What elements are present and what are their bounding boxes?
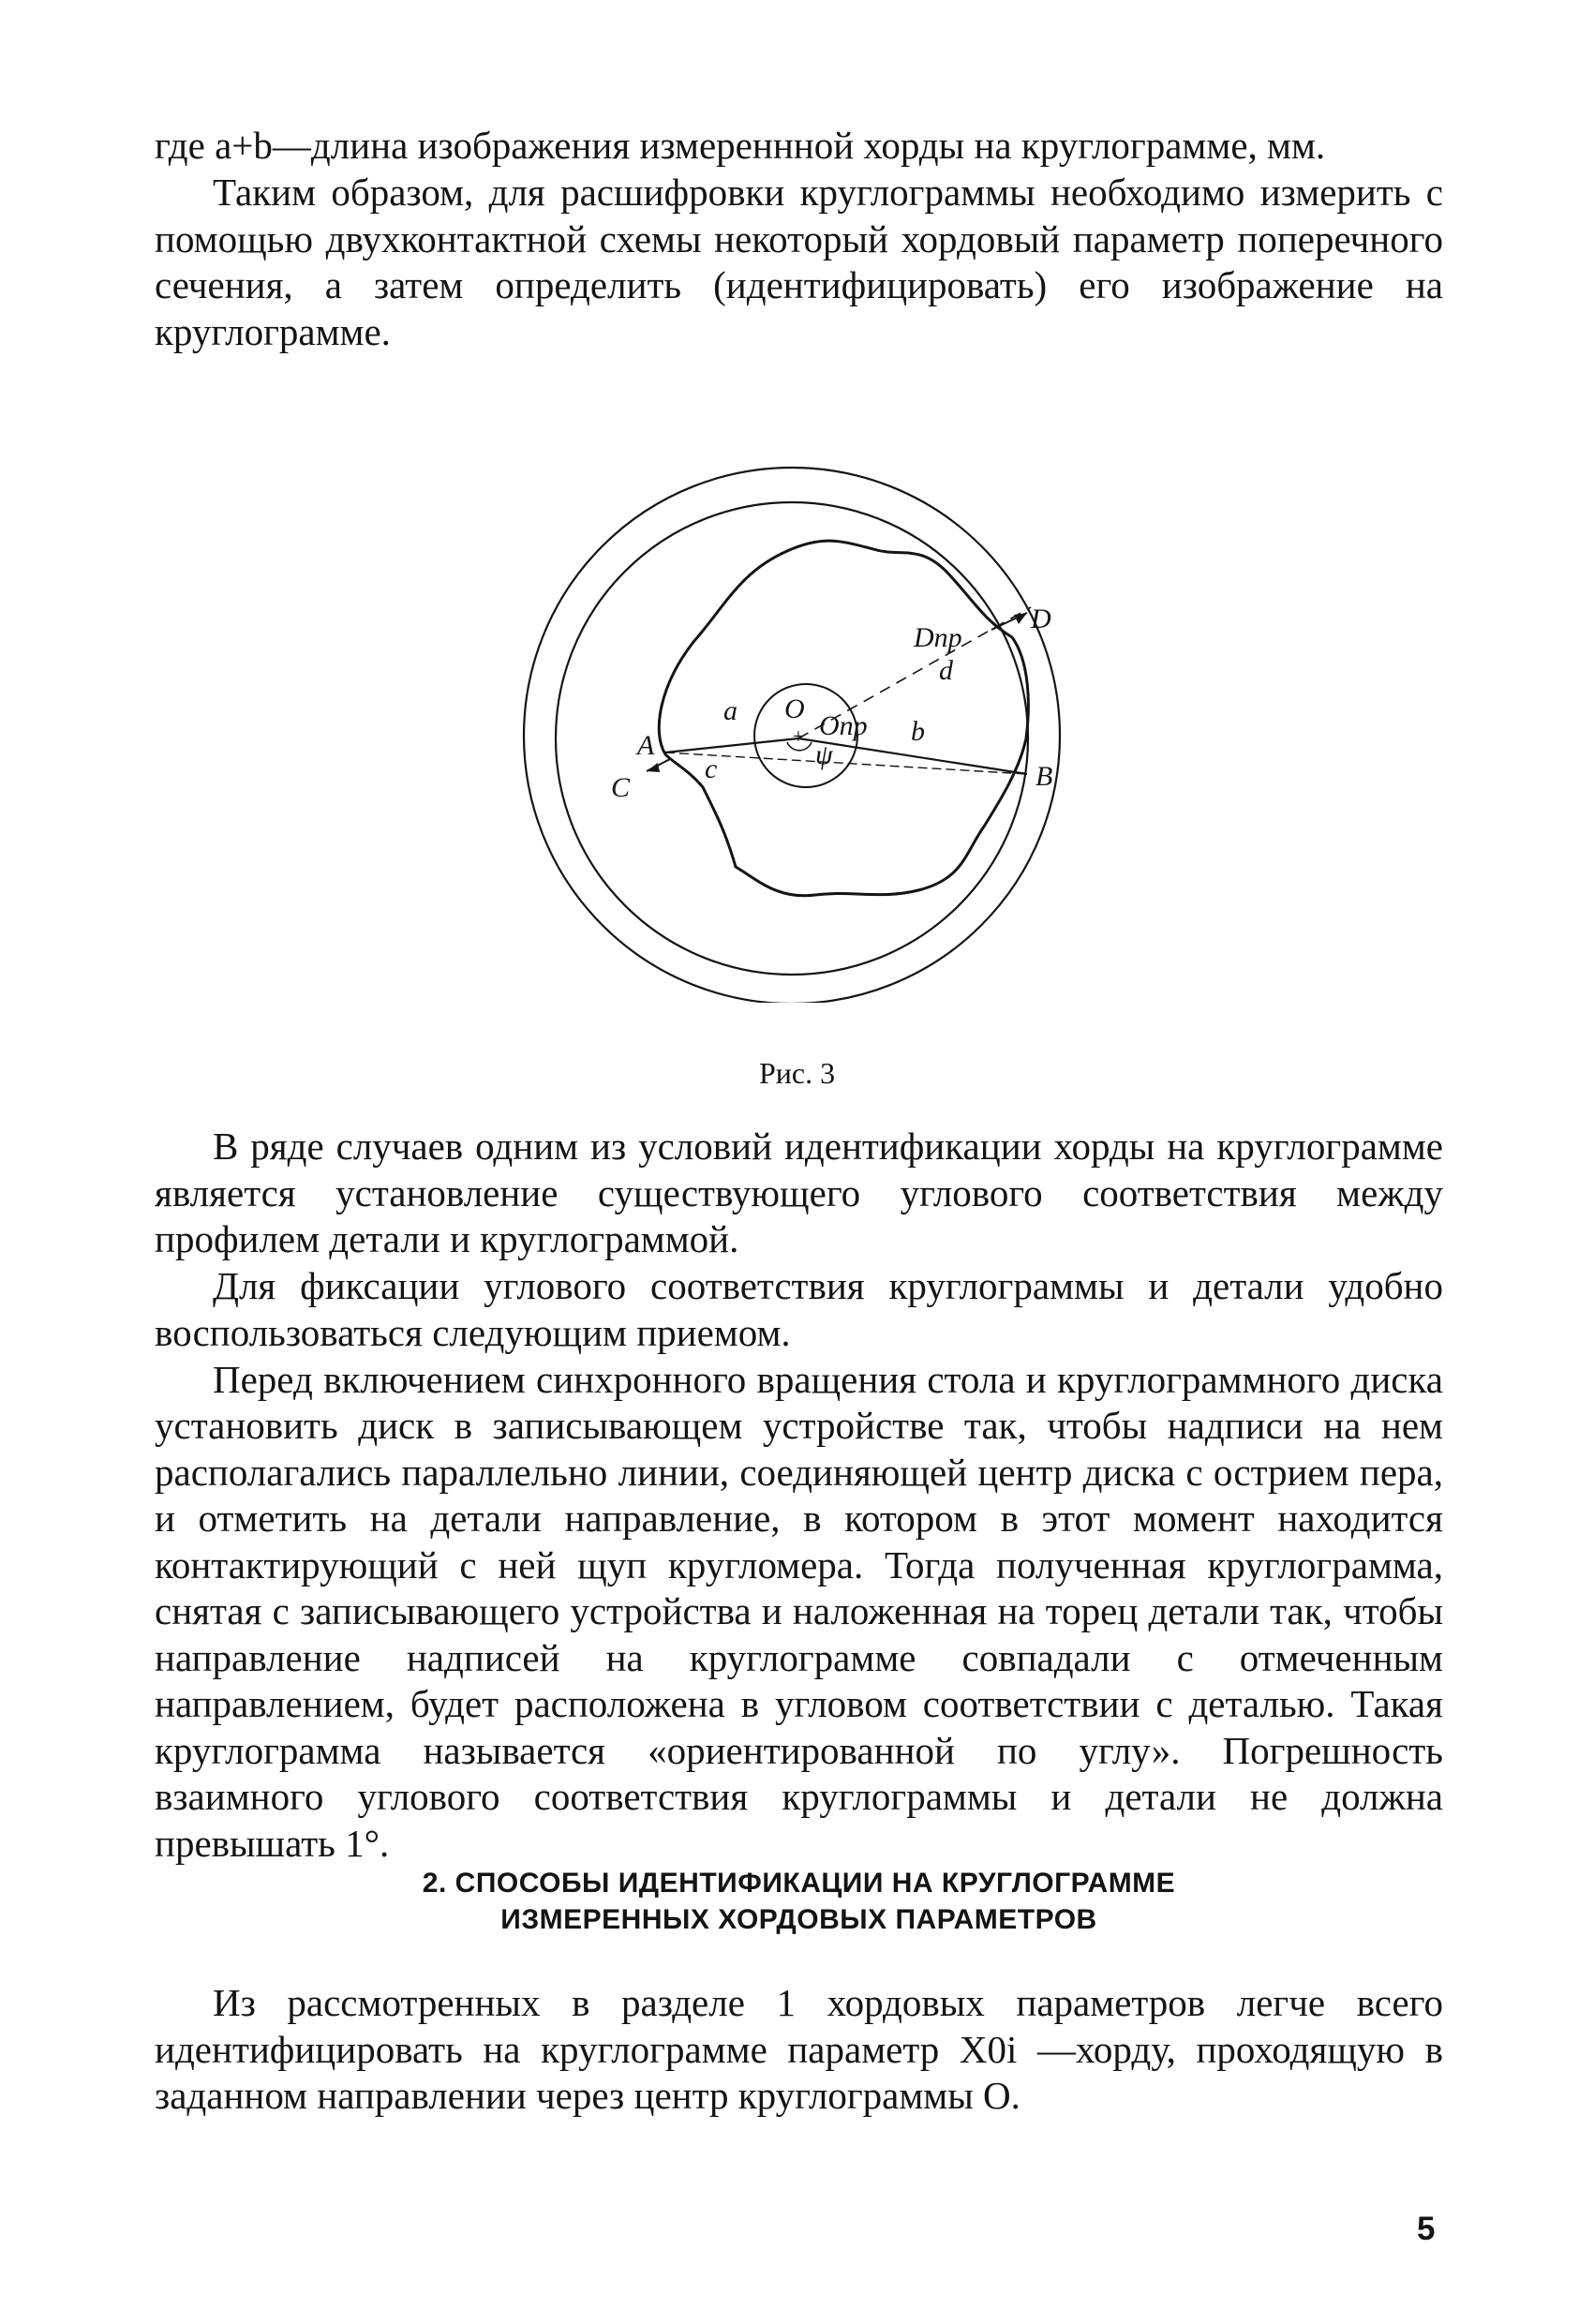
heading-line: 2. СПОСОБЫ ИДЕНТИФИКАЦИИ НА КРУГЛОГРАММЕ [422,1868,1176,1899]
paragraph: Таким образом, для расшифровки круглограммы необходимо измерить с помощью двухконтактной схемы некоторый хордовый параметр поперечного сечения, а затем определить (идентифицировать) его изображение на круглограмме. [155,171,1443,353]
label-c: c [705,753,718,784]
label-Opr: Oпр [819,710,868,741]
figure-caption: Рис. 3 [758,1056,836,1090]
heading-line: ИЗМЕРЕННЫХ ХОРДОВЫХ ПАРАМЕТРОВ [500,1904,1097,1935]
arrow-head [647,763,660,772]
page-number: 5 [1417,2211,1436,2247]
section-heading [155,1865,1443,1938]
label-O: O [784,693,805,724]
label-A: A [637,730,655,761]
intro-text [155,123,1443,356]
svg-text:+: + [792,724,805,748]
chord-a [665,738,798,752]
figure-3-diagram [506,440,1087,1003]
paragraph: где a+b—длина изображения измереннной хорды на круглограмме, мм. [155,124,1326,167]
arrow-head [1014,613,1027,624]
label-b: b [911,716,925,747]
label-B: B [1035,761,1053,792]
label-Dpr: Dпр [914,622,962,653]
body-text [155,1124,1443,1868]
paragraph: Перед включением синхронного вращения стола и круглограммного диска установить диск в записывающем устройстве так, чтобы надписи на нем располагались параллельно линии, соединяющей центр диска с острием пера, и отметить на детали направление, в котором в этот момент находится контактирующий с ней щуп кругломера. Тогда полученная круглограмма, снятая с записывающего устройства и наложенная на торец детали так, чтобы направление надписей на круглограмме совпадали с отмеченным направлением, будет расположена в угловом соответствии с деталью. Такая круглограмма называется «ориентированной по углу». Погрешность взаимного углового соответствия круглограммы и детали не должна превышать 1°. [155,1357,1443,1865]
label-D: D [1031,603,1051,634]
chord-c [665,752,1027,774]
label-psi: ψ [815,739,833,770]
label-a: a [723,695,737,726]
paragraph: Из рассмотренных в разделе 1 хордовых параметров легче всего идентифицировать на круглограмме параметр X0i —хорду, проходящую в заданном направлении через центр круглограммы O. [155,1981,1443,2117]
label-d: d [939,655,953,686]
paragraph: В ряде случаев одним из условий идентификации хорды на круглограмме является установление существующего углового соответствия между профилем детали и круглограммой. [155,1125,1443,1260]
label-C: C [611,772,631,803]
paragraph: Для фиксации углового соответствия круглограммы и детали удобно воспользоваться следующим приемом. [155,1264,1443,1354]
section-text [155,1980,1443,2120]
